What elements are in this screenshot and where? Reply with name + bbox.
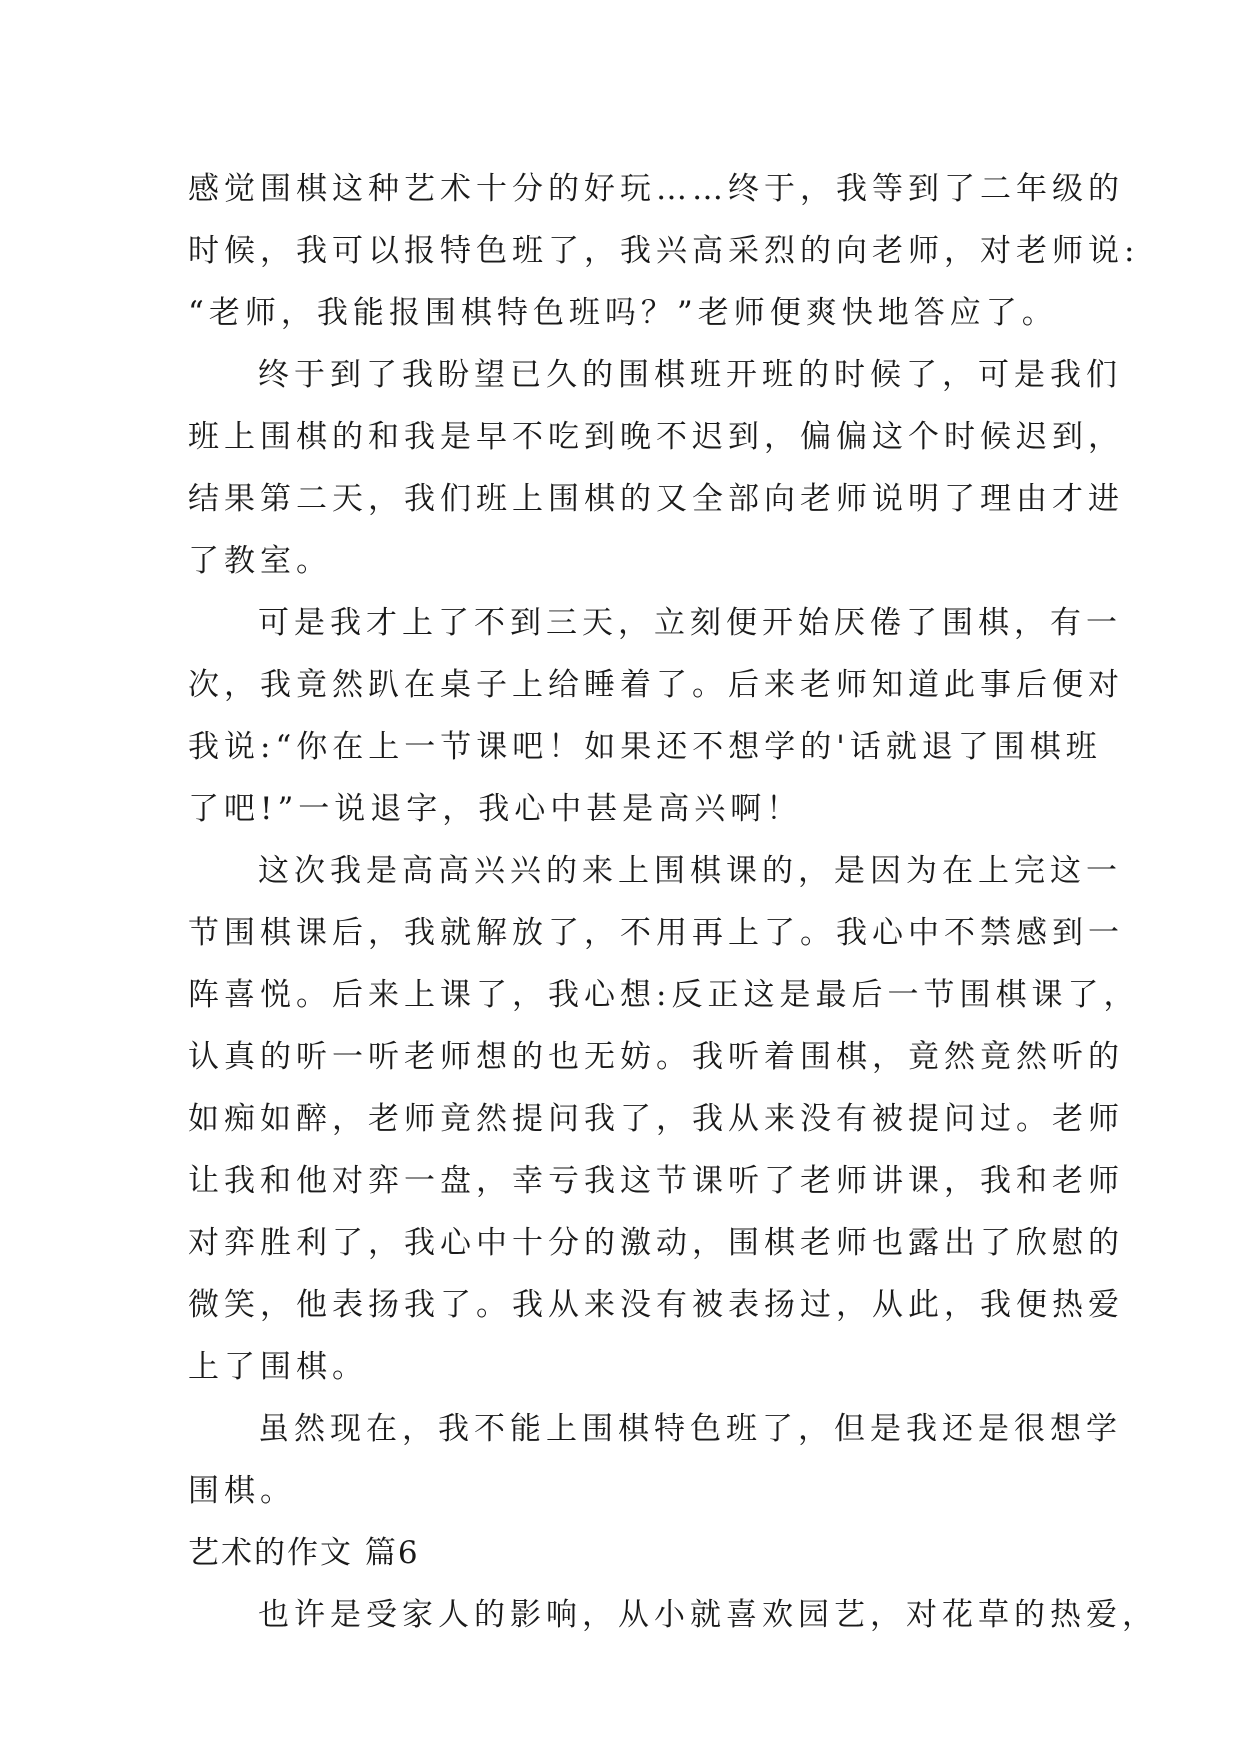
text-line: 上了围棋。 [188,1349,368,1385]
paragraph-start-line: 也许是受家人的影响，从小就喜欢园艺，对花草的热爱， [258,1597,1158,1633]
paragraph-start-line: 虽然现在，我不能上围棋特色班了，但是我还是很想学 [258,1411,1122,1447]
section-heading: 艺术的作文 篇6 [188,1535,420,1571]
text-line: 次，我竟然趴在桌子上给睡着了。后来老师知道此事后便对 [188,667,1124,703]
text-line: 了吧!”一说退字，我心中甚是高兴啊！ [188,791,803,827]
text-line: 了教室。 [188,543,332,579]
text-line: 感觉围棋这种艺术十分的好玩……终于，我等到了二年级的 [188,171,1124,207]
text-line: 如痴如醉，老师竟然提问我了，我从来没有被提问过。老师 [188,1101,1124,1137]
text-line: 结果第二天，我们班上围棋的又全部向老师说明了理由才进 [188,481,1124,517]
paragraph-start-line: 这次我是高高兴兴的来上围棋课的，是因为在上完这一 [258,853,1122,889]
text-line: 节围棋课后，我就解放了，不用再上了。我心中不禁感到一 [188,915,1124,951]
text-line: 我说:“你在上一节课吧！如果还不想学的'话就退了围棋班 [188,729,1102,765]
text-line: 时候，我可以报特色班了，我兴高采烈的向老师，对老师说: [188,233,1140,269]
text-line: 围棋。 [188,1473,296,1509]
paragraph-start-line: 可是我才上了不到三天，立刻便开始厌倦了围棋，有一 [258,605,1122,641]
text-line: 对弈胜利了，我心中十分的激动，围棋老师也露出了欣慰的 [188,1225,1124,1261]
text-line: 让我和他对弈一盘，幸亏我这节课听了老师讲课，我和老师 [188,1163,1124,1199]
document-body [188,158,1158,1646]
text-line: 班上围棋的和我是早不吃到晚不迟到，偏偏这个时候迟到， [188,419,1124,455]
text-line: “老师，我能报围棋特色班吗？”老师便爽快地答应了。 [188,295,1058,331]
text-line: 阵喜悦。后来上课了，我心想:反正这是最后一节围棋课了， [188,977,1140,1013]
text-line: 微笑，他表扬我了。我从来没有被表扬过，从此，我便热爱 [188,1287,1124,1323]
text-line: 认真的听一听老师想的也无妨。我听着围棋，竟然竟然听的 [188,1039,1124,1075]
paragraph-start-line: 终于到了我盼望已久的围棋班开班的时候了，可是我们 [258,357,1122,393]
